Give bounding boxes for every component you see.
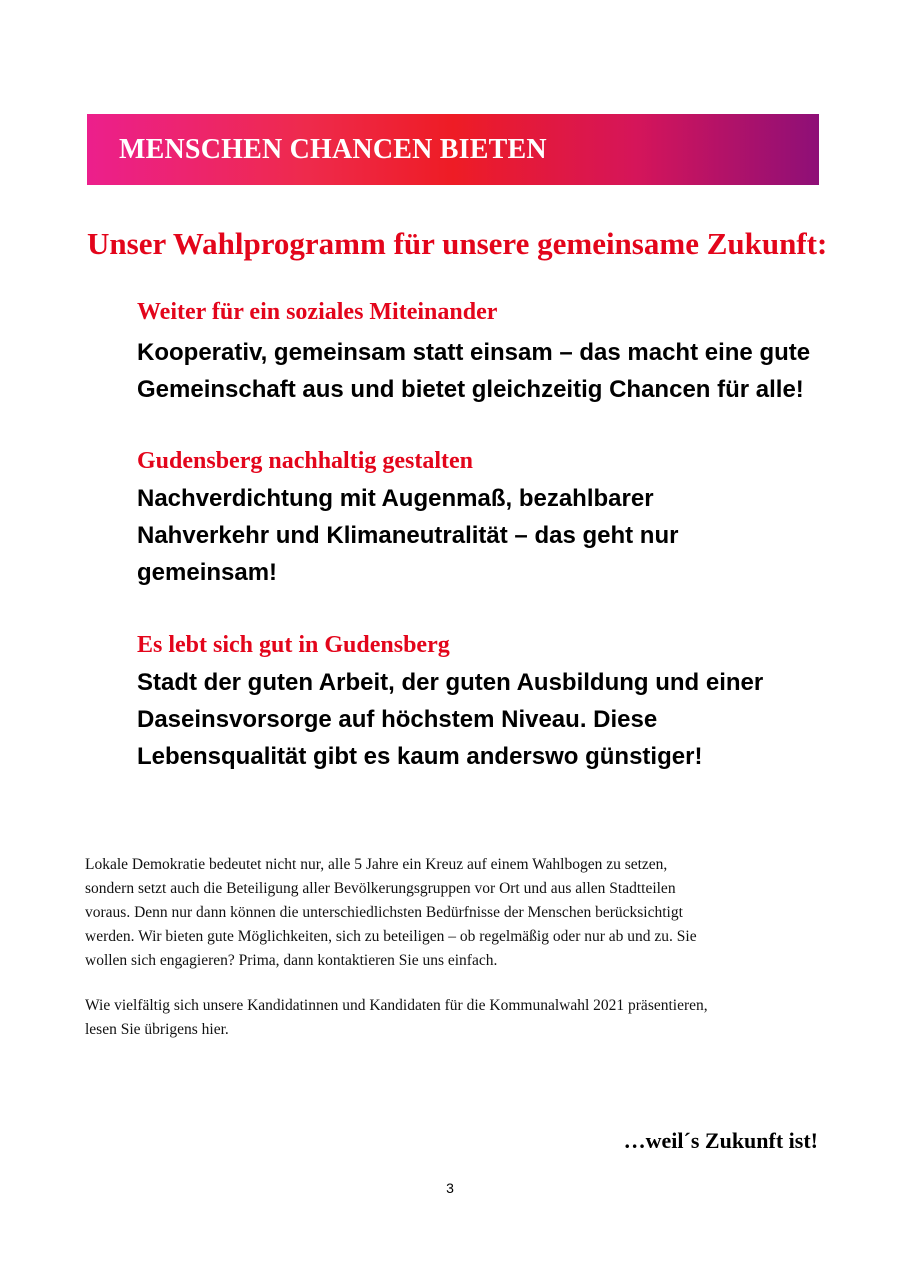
- paragraph-line: Lokale Demokratie bedeutet nicht nur, alle 5 Jahre ein Kreuz auf einem Wahlbogen zu setzen,: [85, 856, 668, 873]
- paragraph-line: werden. Wir bieten gute Möglichkeiten, sich zu beteiligen – ob regelmäßig oder nur ab und zu. Sie: [85, 928, 697, 945]
- section-body-sustainable: [137, 480, 827, 591]
- section-line: Daseinsvorsorge auf höchstem Niveau. Diese: [137, 706, 658, 733]
- closing-slogan: …weil´s Zukunft ist!: [623, 1128, 818, 1153]
- paragraph-line: lesen Sie übrigens hier.: [85, 1021, 229, 1038]
- banner-title: MENSCHEN CHANCEN BIETEN: [119, 134, 547, 165]
- paragraph-line: Wie vielfältig sich unsere Kandidatinnen und Kandidaten für die Kommunalwahl 2021 präsentieren,: [85, 997, 708, 1014]
- section-title-sustainable: Gudensberg nachhaltig gestalten: [137, 448, 474, 474]
- page-headline: Unser Wahlprogramm für unsere gemeinsame Zukunft:: [87, 226, 828, 261]
- page-number: 3: [446, 1180, 454, 1196]
- candidates-paragraph: [85, 994, 825, 1042]
- section-line: Lebensqualität gibt es kaum anderswo günstiger!: [137, 743, 703, 770]
- paragraph-line: wollen sich engagieren? Prima, dann kontaktieren Sie uns einfach.: [85, 952, 498, 969]
- section-line: gemeinsam!: [137, 559, 278, 586]
- section-title-living: Es lebt sich gut in Gudensberg: [137, 632, 450, 658]
- section-line: Kooperativ, gemeinsam statt einsam – das macht eine gute: [137, 339, 811, 366]
- section-line: Nahverkehr und Klimaneutralität – das geht nur: [137, 522, 679, 549]
- section-line: Stadt der guten Arbeit, der guten Ausbildung und einer: [137, 669, 764, 696]
- democracy-paragraph: [85, 853, 825, 973]
- section-line: Nachverdichtung mit Augenmaß, bezahlbarer: [137, 485, 654, 512]
- section-line: Gemeinschaft aus und bietet gleichzeitig Chancen für alle!: [137, 376, 804, 403]
- paragraph-line: voraus. Denn nur dann können die unterschiedlichsten Bedürfnisse der Menschen berücksichtigt: [85, 904, 683, 921]
- section-body-social: [137, 334, 827, 408]
- section-body-living: [137, 664, 827, 775]
- title-banner: [87, 114, 819, 185]
- section-title-social: Weiter für ein soziales Miteinander: [137, 299, 498, 325]
- paragraph-line: sondern setzt auch die Beteiligung aller Bevölkerungsgruppen vor Ort und aus allen Stadtteilen: [85, 880, 676, 897]
